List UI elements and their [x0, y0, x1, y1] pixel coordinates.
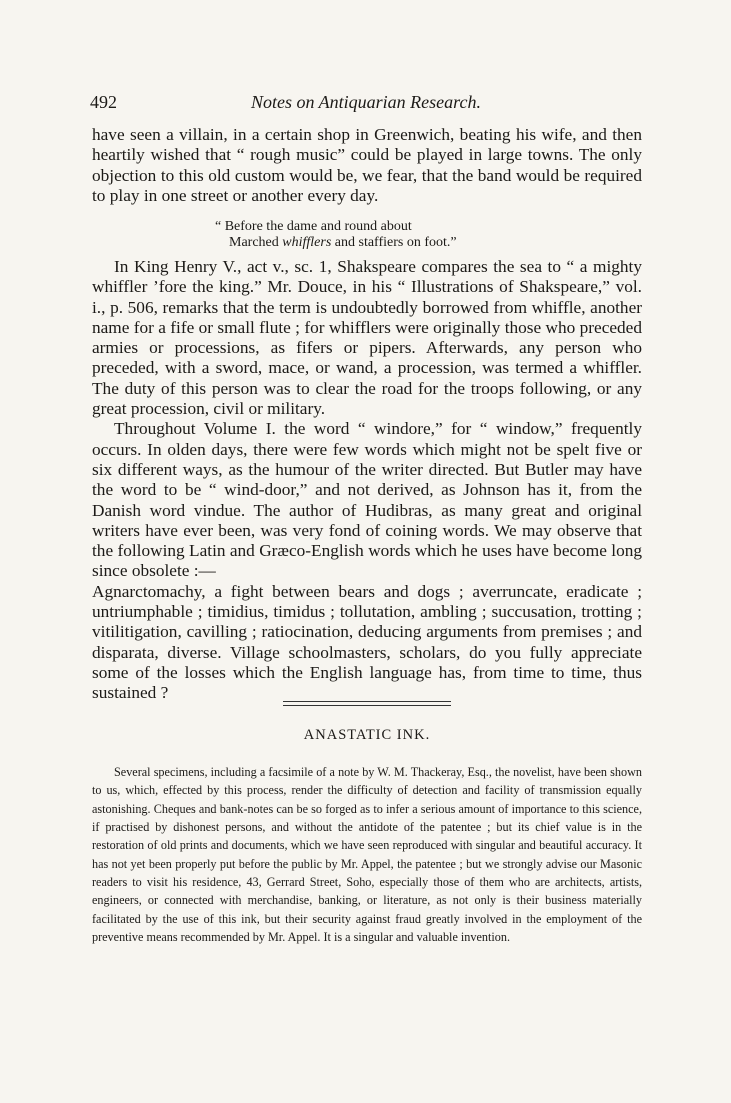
section-title: ANASTATIC INK.: [303, 727, 431, 743]
verse-line: [215, 235, 457, 251]
paragraph: Agnarctomachy, a fight between bears and dogs ; averruncate, eradicate ; untriumphable ; timidius, timidus ; tollutation, ambling ; succusation, trotting ; vitilitigation, cavilling ; ratiocination, deducing arguments from premises ; and disparata, diverse. Village schoolmasters, scholars, do you fully appreciate some of the losses which the English language has, from time to time, thus sustained ?: [92, 581, 642, 703]
section-body: Several specimens, including a facsimile of a note by W. M. Thackeray, Esq., the novelist, have been shown to us, which, effected by this process, render the difficulty of detection and facility of transmission equally astonishing. Cheques and bank-notes can be so forged as to infer a serious amount of importance to this science, if practised by dishonest persons, and without the antidote of the patentee ; but its chief value is in the restoration of old prints and documents, which we have seen reproduced with singular and beautiful accuracy. It has not yet been properly put before the public by Mr. Appel, the patentee ; but we strongly advise our Masonic readers to visit his residence, 43, Gerrard Street, Soho, especially those of them who are architects, artists, engineers, or connected with merchandise, banking, or literature, as not only is their business materially facilitated by the use of this ink, but their security against fraud greatly involved in the employment of the preventive means recommended by Mr. Appel. It is a singular and valuable invention.: [92, 765, 642, 944]
verse-line: “ Before the dame and round about: [215, 219, 412, 234]
page-number: 492: [90, 92, 117, 112]
paragraph: have seen a villain, in a certain shop in Greenwich, beating his wife, and then heartily wished that “ rough music” could be played in large towns. The only objection to this old custom would be, we fear, that the band would be required to play in one street or another every day.: [92, 125, 642, 205]
running-head: [90, 92, 642, 116]
running-title: Notes on Antiquarian Research.: [251, 92, 481, 112]
section-divider: [283, 705, 451, 706]
body-text: [92, 257, 642, 704]
section-divider: [283, 701, 451, 702]
paragraph: In King Henry V., act v., sc. 1, Shakspeare compares the sea to “ a mighty whiffler ’fore the king.” Mr. Douce, in his “ Illustrations of Shakspeare,” vol. i., p. 506, remarks that the term is undoubtedly borrowed from whiffle, another name for a fife or small flute ; for whifflers were originally those who preceded armies or processions, as fifers or pipers. Afterwards, any person who preceded, with a sword, mace, or wand, a procession, was termed a whiffler. The duty of this person was to clear the road for the troops following, or any great procession, civil or military.: [92, 257, 642, 419]
verse-text: and staffiers on foot.”: [331, 235, 457, 250]
verse-emphasis: whifflers: [282, 235, 332, 250]
paragraph: Throughout Volume I. the word “ windore,” for “ window,” frequently occurs. In olden days, there were few words which might not be spelt five or six different ways, as the humour of the writer directed. But Butler may have the word to be “ wind-door,” and not derived, as Johnson has it, from the Danish word vindue. The author of Hudibras, as many great and original writers have ever been, was very fond of coining words. We may observe that the following Latin and Græco-English words which he uses have become long since obsolete :—: [92, 419, 642, 581]
body-paragraph-continued: [92, 125, 642, 206]
verse-quotation: [215, 219, 457, 251]
verse-text: Marched: [229, 235, 283, 250]
